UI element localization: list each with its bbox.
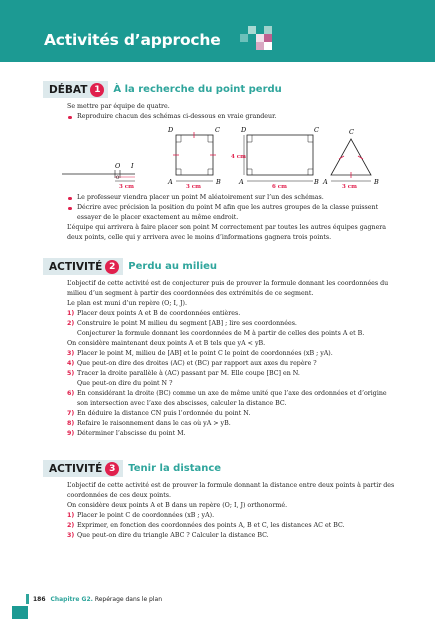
rect-width: 6 cm bbox=[272, 184, 287, 190]
label-a: A bbox=[239, 178, 244, 186]
question bbox=[67, 511, 397, 521]
section-title: Perdu au milieu bbox=[128, 261, 218, 272]
square-length: 3 cm bbox=[186, 184, 201, 190]
rectangle-figure bbox=[231, 126, 319, 190]
decor-square bbox=[264, 34, 272, 42]
debat-text-top bbox=[67, 102, 397, 122]
section-number: 3 bbox=[105, 462, 119, 476]
section-number: 2 bbox=[105, 260, 119, 274]
label-c: C bbox=[215, 126, 220, 134]
question bbox=[67, 359, 397, 369]
rect-height: 4 cm bbox=[231, 154, 246, 160]
bullet-item: Décrire avec précision la position du point M afin que les autres groupes de la classe puissent essayer de le placer exactement au même endroit. bbox=[67, 203, 397, 223]
paragraph: L’objectif de cette activité est de conjecturer puis de prouver la formule donnant les coordonnées du milieu d’un segment à partir des coordonnées des extrémités de ce segment. bbox=[67, 280, 389, 297]
paragraph: Conjecturer la formule donnant les coordonnées de M à partir de celles des points A et B. bbox=[77, 330, 365, 337]
section-label bbox=[43, 81, 108, 98]
decor-square bbox=[248, 26, 256, 34]
section-title: À la recherche du point perdu bbox=[113, 84, 282, 95]
question-text: Placer deux points A et B de coordonnées entières. bbox=[77, 310, 241, 317]
question-text: Que peut-on dire du triangle ABC ? Calculer la distance BC. bbox=[77, 532, 269, 539]
paragraph: L’équipe qui arrivera à faire placer son point M correctement par toutes les autres équipes gagnera deux points, celle qui y arrivera avec le moins d’informations gagnera trois points. bbox=[67, 224, 387, 241]
label-a: A bbox=[168, 178, 173, 186]
question bbox=[67, 419, 397, 429]
debat-text-bottom bbox=[67, 193, 397, 243]
question-text: Exprimer, en fonction des coordonnées des points A, B et C, les distances AC et BC. bbox=[77, 522, 345, 529]
label-c: C bbox=[314, 126, 319, 134]
label-a: A bbox=[323, 178, 328, 186]
triangle-length: 3 cm bbox=[342, 184, 357, 190]
decor-square bbox=[256, 34, 264, 42]
square-figure bbox=[167, 126, 221, 190]
section-title: Tenir la distance bbox=[128, 463, 222, 474]
axis-length: 3 cm bbox=[119, 184, 134, 190]
chapter-title: Repérage dans le plan bbox=[94, 596, 163, 603]
decor-square bbox=[264, 42, 272, 50]
question-number: 6) bbox=[67, 390, 75, 397]
label-b: B bbox=[374, 178, 379, 186]
question-text: Placer le point M, milieu de [AB] et le point C le point de coordonnées (xB ; yA). bbox=[77, 350, 333, 357]
bullet-item: Reproduire chacun des schémas ci-dessous en vraie grandeur. bbox=[67, 112, 397, 122]
question-number: 1) bbox=[67, 512, 75, 519]
label-b: B bbox=[314, 178, 319, 186]
section-label bbox=[43, 460, 123, 477]
bullet-item: Le professeur viendra placer un point M aléatoirement sur l’un des schémas. bbox=[67, 193, 397, 203]
question bbox=[67, 389, 397, 409]
question-text: En considérant la droite (BC) comme un axe de même unité que l’axe des ordonnées et d’origine son intersection avec l’axe des abscisses, calculer la distance BC. bbox=[77, 390, 387, 407]
figures bbox=[60, 122, 390, 192]
label-c: C bbox=[349, 128, 354, 136]
question bbox=[67, 521, 397, 531]
question-number: 3) bbox=[67, 350, 75, 357]
question bbox=[67, 369, 397, 379]
question-number: 5) bbox=[67, 370, 75, 377]
question-text: Refaire le raisonnement dans le cas où yA > yB. bbox=[77, 420, 231, 427]
label-b: B bbox=[216, 178, 221, 186]
question-text: Que peut-on dire des droites (AC) et (BC) par rapport aux axes du repère ? bbox=[77, 360, 317, 367]
paragraph: Se mettre par équipe de quatre. bbox=[67, 103, 170, 110]
label-o: O bbox=[115, 162, 121, 170]
paragraph: Que peut-on dire du point N ? bbox=[77, 380, 173, 387]
footer-square bbox=[12, 606, 28, 619]
triangle-figure bbox=[322, 128, 379, 190]
paragraph: On considère deux points A et B dans un repère (O; I, J) orthonormé. bbox=[67, 502, 288, 509]
question-text: En déduire la distance CN puis l’ordonnée du point N. bbox=[77, 410, 251, 417]
question-text: Placer le point C de coordonnées (xB ; yA). bbox=[77, 512, 215, 519]
paragraph: On considère maintenant deux points A et B tels que yA < yB. bbox=[67, 340, 266, 347]
activite2-text bbox=[67, 279, 397, 439]
activite2-heading bbox=[43, 258, 217, 275]
debat-heading bbox=[43, 81, 282, 98]
chapter-label: Chapitre G2. bbox=[50, 596, 93, 603]
section-number: 1 bbox=[90, 83, 104, 97]
question bbox=[67, 531, 397, 541]
label-zero: 0 bbox=[116, 175, 120, 181]
question-text: Déterminer l’abscisse du point M. bbox=[77, 430, 186, 437]
question-number: 1) bbox=[67, 310, 75, 317]
question-number: 9) bbox=[67, 430, 75, 437]
page-footer bbox=[33, 596, 162, 603]
footer-bar bbox=[26, 594, 29, 604]
paragraph: Le plan est muni d’un repère (O; I, J). bbox=[67, 300, 187, 307]
section-label-text: ACTIVITÉ bbox=[49, 462, 103, 475]
page-title: Activités d’approche bbox=[44, 31, 221, 49]
axis-figure bbox=[62, 162, 135, 190]
decor-square bbox=[240, 34, 248, 42]
page-header bbox=[0, 0, 435, 62]
question-text: Construire le point M milieu du segment [AB] ; lire ses coordonnées. bbox=[77, 320, 297, 327]
decor-square bbox=[256, 42, 264, 50]
question-number: 7) bbox=[67, 410, 75, 417]
section-label bbox=[43, 258, 123, 275]
section-label-text: ACTIVITÉ bbox=[49, 260, 103, 273]
question bbox=[67, 349, 397, 359]
activite3-heading bbox=[43, 460, 221, 477]
question bbox=[67, 409, 397, 419]
activite3-text bbox=[67, 481, 397, 541]
paragraph: L’objectif de cette activité est de prouver la formule donnant la distance entre deux points à partir des coordonnées de ces deux points. bbox=[67, 482, 395, 499]
decor-square bbox=[264, 26, 272, 34]
question-number: 8) bbox=[67, 420, 75, 427]
label-i: I bbox=[131, 162, 134, 170]
question-number: 2) bbox=[67, 522, 75, 529]
question bbox=[67, 319, 397, 329]
question-text: Tracer la droite parallèle à (AC) passant par M. Elle coupe [BC] en N. bbox=[77, 370, 300, 377]
section-label-text: DÉBAT bbox=[49, 83, 88, 96]
question bbox=[67, 429, 397, 439]
label-d: D bbox=[168, 126, 174, 134]
question-number: 3) bbox=[67, 532, 75, 539]
question-number: 2) bbox=[67, 320, 75, 327]
question bbox=[67, 309, 397, 319]
question-number: 4) bbox=[67, 360, 75, 367]
label-d: D bbox=[241, 126, 247, 134]
page-number: 186 bbox=[33, 596, 46, 603]
